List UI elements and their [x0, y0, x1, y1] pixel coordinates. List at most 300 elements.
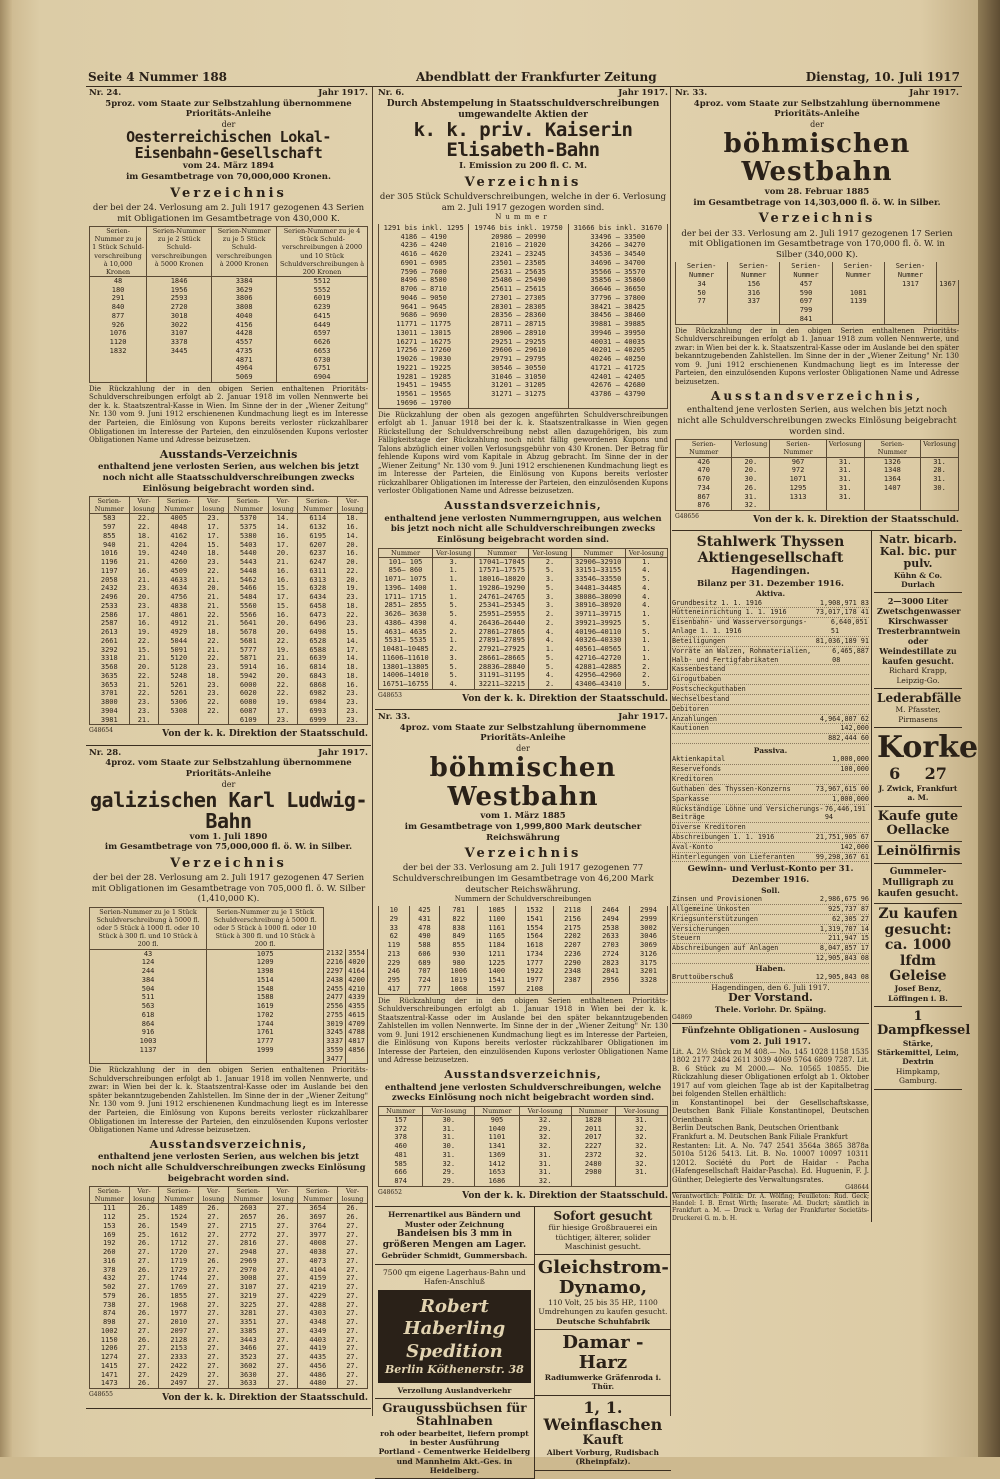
table-cell: 3523	[228, 1353, 268, 1362]
table-header: Serien-Nummer	[228, 1187, 268, 1204]
table-cell: 2.	[433, 628, 475, 637]
table-cell: 2432	[90, 584, 130, 593]
table-cell: 3981	[90, 716, 130, 725]
table-header: Serien-Nummer	[159, 497, 199, 514]
table-cell: 2593	[147, 294, 212, 303]
table-cell: 1415	[90, 1362, 130, 1371]
lot-text: Lit. A. 2½ Stück zu M 408.— No. 145 1028 1158 1535 1802 2177 2484 2611 3039 4069 5764 6809 7287. Lit. B. 6 Stück zu M 2000.— No. 10565 10855. Die Rückzahlung dieser Obligationen erfolgt ab 1. Oktober 1917 auf vom gleichen Tage ab ist der Kapitalbetrag bei folgenden Stellen erhältlich:	[672, 1047, 869, 1099]
table-cell: 1137	[90, 1046, 207, 1055]
table-cell: 2613	[90, 628, 130, 637]
table-cell: 5914	[228, 663, 268, 672]
table-header: Ver-losung	[433, 548, 475, 557]
table-cell: 22.	[129, 523, 159, 532]
table-cell: 1120	[90, 338, 147, 347]
table-row	[379, 1125, 668, 1134]
notice-der: der	[221, 119, 236, 129]
table-cell: 967	[770, 457, 826, 466]
notice-lead: 5proz. vom Staate zur Selbstzahlung übernommene Prioritäts-Anleihe	[105, 98, 352, 120]
table-cell: 6597	[277, 329, 368, 338]
table-cell: 31191—31195	[475, 671, 529, 680]
notice-total: im Gesamtbetrage von 70,000,000 Kronen.	[126, 172, 331, 182]
table-cell: 2816	[228, 1239, 268, 1248]
table-row	[90, 646, 368, 655]
table-cell: 930	[440, 950, 478, 959]
passiva-list	[672, 755, 869, 862]
table-cell	[937, 289, 959, 298]
table-cell: 2017	[571, 1133, 615, 1142]
table-row	[379, 680, 668, 689]
table-row	[90, 356, 368, 365]
table-cell: 2464	[592, 906, 630, 915]
table-cell: 28711 — 28715	[469, 320, 568, 329]
table-cell: 23.	[338, 619, 368, 628]
table-cell: 17.	[129, 611, 159, 620]
table-cell: 5942	[228, 672, 268, 681]
table-cell: 19026 — 19030	[379, 355, 469, 364]
balance-label: Diverse Kreditoren	[672, 823, 746, 832]
table-cell: 874	[90, 1309, 130, 1318]
table-cell: 4435	[298, 1353, 338, 1362]
table-cell: 14.	[338, 532, 368, 541]
balance-row	[672, 618, 869, 637]
balance-amount: 4,964,807 62	[819, 714, 869, 723]
table-cell: 6993	[298, 707, 338, 716]
table-row	[379, 654, 668, 663]
table-cell: 18.	[199, 549, 229, 558]
table-cell: 40561—40565	[571, 645, 625, 654]
table-cell: 4073	[298, 1257, 338, 1266]
ad-weinflaschen	[535, 1396, 671, 1471]
table-cell: 4509	[159, 567, 199, 576]
table-cell: 5.	[625, 619, 667, 628]
verzeichnis-heading: Verzeichnis	[170, 185, 287, 201]
issue-date: Dienstag, 10. Juli 1917	[805, 70, 960, 84]
ad-sender: Kühn & Co. Durlach	[893, 570, 943, 589]
table-cell: 724	[409, 976, 440, 985]
table-cell: 1653	[475, 1168, 519, 1177]
balance-amount: 142,000	[840, 724, 869, 733]
table-cell: 19746 bis inkl. 19750	[469, 224, 568, 233]
table-row	[90, 1327, 368, 1336]
table-cell: 19561 — 19565	[379, 390, 469, 399]
table-cell	[728, 306, 780, 315]
balance-row	[672, 944, 869, 954]
table-cell: 27.	[338, 1379, 368, 1388]
binding-spine	[978, 0, 1000, 1457]
table-cell: 1209	[207, 958, 324, 967]
ad-heading: Leinölfirnis	[877, 844, 961, 860]
table-row	[90, 558, 368, 567]
table-cell: 7596 — 7600	[379, 268, 469, 277]
table-cell	[90, 1055, 207, 1064]
table-cell: 940	[90, 541, 130, 550]
table-cell: 1619	[207, 1002, 324, 1011]
table-cell: 2497	[159, 1379, 199, 1388]
signature: Von der k. k. Direktion der Staatsschuld.	[162, 729, 368, 740]
table-cell: 180	[90, 286, 147, 295]
table-cell: 21.	[199, 602, 229, 611]
table-cell: 29251 — 29255	[469, 338, 568, 347]
ad-left	[375, 1207, 535, 1479]
table-cell: 3201	[629, 967, 667, 976]
table-cell: 17571—17575	[475, 566, 529, 575]
table-cell: 16751—16755	[379, 680, 433, 689]
table-cell: 5512	[277, 276, 368, 285]
table-cell: 1006	[440, 967, 478, 976]
table-cell: 27.	[199, 1292, 229, 1301]
table-cell: 229	[379, 959, 410, 968]
table-row	[90, 1037, 368, 1046]
balance-amount: 6,465,887 08	[832, 646, 869, 664]
table-cell: 2202	[554, 932, 592, 941]
table-cell: 2348	[554, 967, 592, 976]
table-cell: 32.	[423, 1160, 475, 1169]
table-cell: 20.	[732, 466, 770, 475]
table-cell: 5248	[159, 672, 199, 681]
table-cell: 30.	[732, 475, 770, 484]
balance-amount: 62,305 27	[832, 914, 869, 923]
table-header: Serien-Nummer	[90, 1187, 130, 1204]
table-cell: 4303	[298, 1309, 338, 1318]
table-row	[379, 1151, 668, 1160]
table-cell: 17041—17045	[475, 557, 529, 566]
table-cell: 2.	[529, 680, 571, 689]
balance-row	[672, 934, 869, 944]
table-row	[379, 355, 668, 364]
table-cell: 2227	[571, 1142, 615, 1151]
table-cell: 2480	[571, 1160, 615, 1169]
table-cell: 246	[379, 967, 410, 976]
table-cell: 26.	[129, 1222, 159, 1231]
table-cell: 17256 — 17260	[379, 346, 469, 355]
table-row	[90, 541, 368, 550]
table-cell: 22.	[199, 567, 229, 576]
table-row	[90, 1231, 368, 1240]
table-cell: 425	[409, 906, 440, 915]
table-cell: 6814	[298, 663, 338, 672]
table-cell: 31.	[826, 475, 864, 484]
table-cell: 27.	[338, 1336, 368, 1345]
table-cell: 156	[728, 280, 780, 289]
table-row	[90, 716, 368, 725]
table-cell: 4486	[298, 1371, 338, 1380]
table-cell: 26.	[732, 484, 770, 493]
notice-total: im Gesamtbetrage von 1,999,800 Mark deutscher Reichswährung	[404, 821, 642, 843]
table-cell: 2175	[554, 924, 592, 933]
table-cell: 1473	[90, 1379, 130, 1388]
table-cell: 5462	[228, 576, 268, 585]
table-cell	[864, 501, 920, 510]
table-cell: 27.	[129, 1344, 159, 1353]
verzeichnis-intro: der bei der 33. Verlosung am 2. Juli 1917 gezogenen 17 Serien mit Obligationen im Gesamtbetrage von 170,000 fl. ö. W. in Silber (340,000 K).	[681, 228, 953, 260]
table-cell: 22.	[199, 637, 229, 646]
table-header: Serien-Nummer zu je 1 Stück Schuldverschreibung à 5000 fl. oder 5 Stück à 1000 fl. oder 10 Stück à 300 fl. und 10 Stück à 200 fl.	[207, 907, 324, 949]
table-row	[379, 671, 668, 680]
notice-der: der	[221, 779, 236, 789]
ausstand-intro: enthaltend jene verlosten Schuldverschreibungen, welche zwecks Einlösung noch nicht beigebracht worden sind.	[384, 1082, 662, 1104]
table-cell: 738	[90, 1301, 130, 1310]
thyssen-balance	[672, 531, 872, 1222]
newspaper-title: Abendblatt der Frankfurter Zeitung	[416, 70, 657, 84]
table-cell: 23.	[338, 716, 368, 725]
table-cell: 22.	[199, 698, 229, 707]
table-cell: 19.	[268, 698, 298, 707]
table-cell: 6195	[298, 532, 338, 541]
table-cell: 841	[780, 315, 832, 324]
balance-label: Sparkasse	[672, 794, 709, 803]
table-cell: 2455	[324, 985, 346, 994]
table-cell: 3443	[228, 1336, 268, 1345]
vorstand-heading: Der Vorstand.	[728, 991, 813, 1005]
table-cell: 1855	[159, 1292, 199, 1301]
table-cell	[864, 493, 920, 502]
table-cell: 27.	[268, 1292, 298, 1301]
table-cell: 23.	[338, 593, 368, 602]
table-cell: 23241 — 23245	[469, 250, 568, 259]
ad-sender: Radiumwerke Gräfenroda i. Thür.	[544, 1372, 662, 1392]
table-row	[379, 346, 668, 355]
table-row	[90, 993, 368, 1002]
table-cell: 1541	[478, 976, 516, 985]
ad-heading: 1 Dampfkessel	[877, 1009, 971, 1039]
table-cell: 3245	[324, 1028, 346, 1037]
table-cell: 2.	[529, 610, 571, 619]
ad-body: Kauft	[582, 1432, 624, 1448]
table-cell: 23.	[199, 689, 229, 698]
table-cell: 1295	[770, 484, 826, 493]
table-cell: 27.	[268, 1222, 298, 1231]
notice-westbahn-silber	[672, 86, 962, 531]
ausstand-table	[89, 496, 368, 725]
table-cell: 666	[379, 1168, 423, 1177]
table-row	[379, 224, 668, 233]
balance-row	[672, 734, 869, 744]
table-row	[90, 1239, 368, 1248]
balance-label: Hütteneinrichtung 1. 1. 1916	[672, 608, 787, 617]
table-cell: 18.	[129, 532, 159, 541]
table-cell: 20.	[268, 628, 298, 637]
table-cell	[147, 373, 212, 382]
table-cell	[937, 315, 959, 324]
ausstand-heading: Ausstandsverzeichnis,	[711, 389, 923, 404]
table-cell: 6528	[298, 637, 338, 646]
ad-sender: Richard Krapp, Leipzig-Go.	[889, 666, 947, 685]
table-cell: 926	[90, 321, 147, 330]
table-cell: 27.	[338, 1318, 368, 1327]
balance-label: Grundbesitz 1. 1. 1916	[672, 598, 763, 607]
ad-heading: Zu kaufen gesucht: ca. 1000 lfdm Geleise	[878, 906, 958, 984]
table-cell: 1139	[832, 297, 884, 306]
table-row	[90, 1020, 368, 1029]
table-row	[379, 906, 668, 915]
table-header: Ver-losung	[423, 1106, 475, 1115]
table-cell: 2956	[592, 976, 630, 985]
table-cell: 5777	[228, 646, 268, 655]
table-cell: 1196	[90, 558, 130, 567]
table-cell: 3466	[228, 1344, 268, 1353]
table-row	[90, 1266, 368, 1275]
balance-row	[672, 765, 869, 775]
table-row	[90, 619, 368, 628]
table-cell: 6000	[228, 681, 268, 690]
table-cell: 28906 — 28910	[469, 329, 568, 338]
table-cell: 4838	[159, 602, 199, 611]
logo-address: Berlin Köthenerstr. 38	[385, 1363, 524, 1376]
balance-row	[672, 637, 869, 647]
bank-list	[672, 1099, 869, 1142]
table-cell: 27.	[199, 1371, 229, 1380]
table-cell	[568, 399, 667, 408]
table-cell: 16.	[268, 576, 298, 585]
verzeichnis-heading: Verzeichnis	[170, 855, 287, 871]
ad-block	[375, 1207, 671, 1479]
table-header: Nummer	[475, 1106, 519, 1115]
table-cell: 34266 — 34270	[568, 241, 667, 250]
balance-label: Steuern	[672, 934, 701, 943]
table-cell	[832, 315, 884, 324]
table-cell: 16.	[268, 611, 298, 620]
table-row	[90, 303, 368, 312]
ad-heading: Gummeler-Mulligraph zu kaufen gesucht.	[877, 866, 959, 900]
table-cell: 31.	[615, 1168, 667, 1177]
table-cell: 5403	[228, 541, 268, 550]
table-cell: 31.	[826, 466, 864, 475]
table-cell: 3800	[90, 698, 130, 707]
table-cell: 27.	[338, 1309, 368, 1318]
table-cell: 1.	[433, 636, 475, 645]
table-row	[379, 663, 668, 672]
table-cell: 27.	[338, 1362, 368, 1371]
table-cell: 3225	[228, 1301, 268, 1310]
table-row	[90, 628, 368, 637]
table-cell	[832, 280, 884, 289]
notice-year: Jahr 1917.	[318, 747, 368, 758]
table-cell: 9641 — 9645	[379, 303, 469, 312]
ad-body: für hiesige Großbrauerei ein tüchtiger, älterer, solider Maschinist gesucht.	[548, 1223, 658, 1252]
table-header: Nummer	[379, 1106, 423, 1115]
vorstand-names: Thele. Vorlohr. Dr. Späing.	[714, 1004, 827, 1014]
table-cell: 38421 — 38425	[568, 303, 667, 312]
table-cell: 31.	[732, 493, 770, 502]
table-cell: 40201 — 40205	[568, 346, 667, 355]
table-cell: 3107	[147, 329, 212, 338]
table-row	[90, 1309, 368, 1318]
table-cell: 32.	[732, 501, 770, 510]
table-cell	[207, 1055, 324, 1064]
table-header: Serien-Nummer zu je 2 Stück Schuld-verschreibungen à 5000 Kronen	[147, 227, 212, 277]
table-cell: 16271 — 16275	[379, 338, 469, 347]
table-cell: 27.	[268, 1231, 298, 1240]
table-row	[90, 1292, 368, 1301]
table-row	[90, 584, 368, 593]
table-row	[90, 286, 368, 295]
table-cell: 849	[440, 932, 478, 941]
table-cell: 22.	[268, 681, 298, 690]
table-row	[90, 985, 368, 994]
table-cell: 34	[676, 280, 728, 289]
signature: Von der k. k. Direktion der Staatsschuld.	[753, 515, 959, 526]
table-cell: 32906—32910	[571, 557, 625, 566]
table-cell: 856— 860	[379, 566, 433, 575]
balance-label: Beteiligungen	[672, 636, 726, 645]
table-cell: 867	[676, 493, 732, 502]
table-cell: 27.	[129, 1327, 159, 1336]
table-row	[379, 285, 668, 294]
table-cell: 26436—26440	[475, 619, 529, 628]
table-cell: 2587	[90, 619, 130, 628]
table-cell: 30.	[423, 1115, 475, 1124]
table-cell: 18.	[338, 514, 368, 523]
lot-heading: Fünfzehnte Obligationen - Auslosung vom 2. Juli 1917.	[681, 1026, 860, 1048]
table-cell: 18.	[199, 628, 229, 637]
table-cell: 35566 — 35570	[568, 268, 667, 277]
table-cell: 32.	[519, 1115, 571, 1124]
balance-amount: 1,319,707 14	[819, 924, 869, 933]
balance-row	[672, 905, 869, 915]
table-row	[379, 381, 668, 390]
table-cell: 6730	[277, 356, 368, 365]
table-cell: 42716—42720	[571, 654, 625, 663]
table-cell: 1832	[90, 347, 147, 356]
table-cell: 27.	[268, 1274, 298, 1283]
table-cell: 3602	[228, 1362, 268, 1371]
table-cell: 1002	[90, 1327, 130, 1336]
table-cell: 6496	[298, 619, 338, 628]
table-cell: 112	[90, 1213, 130, 1222]
table-cell: 5552	[277, 286, 368, 295]
table-cell: 2969	[228, 1257, 268, 1266]
table-cell: 1828	[571, 1115, 615, 1124]
table-cell: 2823	[592, 959, 630, 968]
table-cell: 39711—39715	[571, 610, 625, 619]
notice-date: vom 24. März 1894	[182, 161, 275, 172]
balance-label: Reservefonds	[672, 765, 722, 774]
table-cell	[832, 306, 884, 315]
table-cell: 3.	[433, 654, 475, 663]
table-header: Serien-Nummer zu je 1 Stück Schuld-verschreibung à 10,000 Kronen	[90, 227, 147, 277]
column-divider	[372, 86, 373, 1416]
ausstand-heading: Ausstandsverzeichnis,	[444, 498, 602, 512]
ad-body: Stärke, Stärkemittel, Leim, Dextrin	[877, 1038, 959, 1067]
table-cell: 2132	[324, 949, 346, 958]
balance-label: Aktienkapital	[672, 755, 726, 764]
table-cell: 20.	[732, 457, 770, 466]
table-header: Ver-losung	[268, 497, 298, 514]
table-cell: 42956—42960	[571, 671, 625, 680]
ad-code: G48653	[378, 691, 402, 699]
table-cell: 3653	[90, 681, 130, 690]
ad-geleise	[874, 904, 962, 1007]
table-cell: 17.	[199, 523, 229, 532]
table-cell: 1081	[832, 289, 884, 298]
balance-label: Guthaben des Thyssen-Konzerns	[672, 784, 791, 793]
table-cell: 27.	[199, 1362, 229, 1371]
signature: Von der k. k. Direktion der Staatsschuld.	[162, 1393, 368, 1404]
table-cell: 481	[379, 1151, 423, 1160]
table-row	[379, 241, 668, 250]
table-cell: 1744	[207, 1020, 324, 1029]
table-cell: 1161	[478, 924, 516, 933]
table-cell: 25951—25955	[475, 610, 529, 619]
table-row	[676, 297, 959, 306]
table-cell: 5448	[228, 567, 268, 576]
table-cell: 26.	[129, 1239, 159, 1248]
table-cell: 157	[379, 1115, 423, 1124]
table-row	[90, 1248, 368, 1257]
table-cell: 32.	[615, 1160, 667, 1169]
table-cell: 6247	[298, 558, 338, 567]
table-row	[379, 950, 668, 959]
